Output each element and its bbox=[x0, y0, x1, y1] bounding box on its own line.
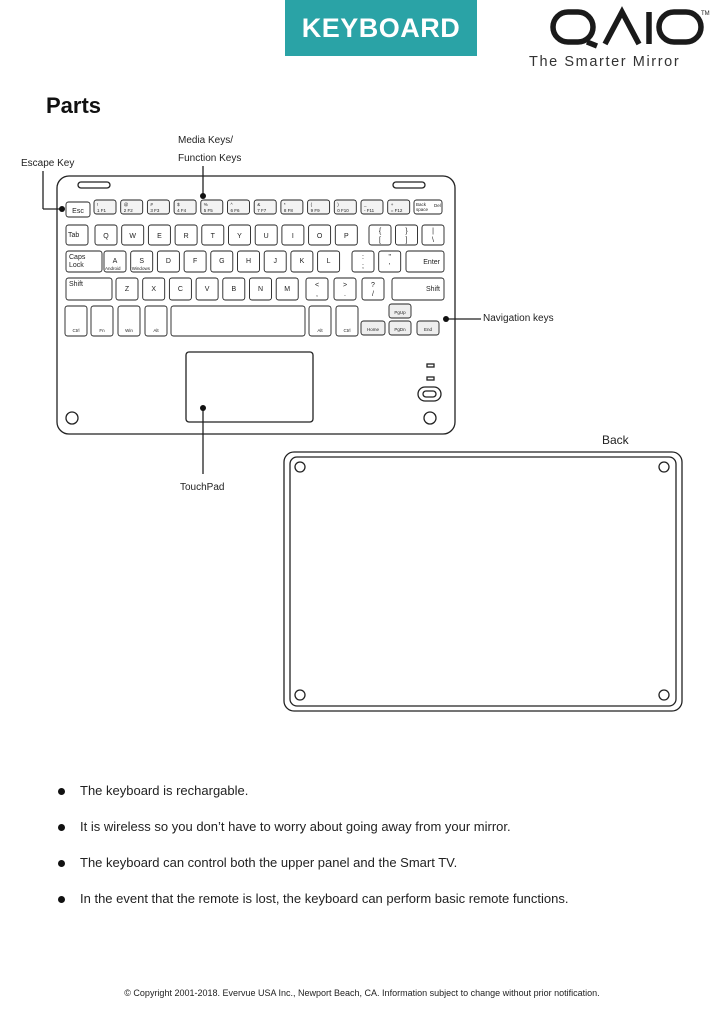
key-v-label: V bbox=[204, 286, 210, 293]
key-punct-0 bbox=[352, 251, 374, 272]
key-w bbox=[122, 225, 144, 245]
key-punct-1 bbox=[379, 251, 401, 272]
key-f10-label: ) bbox=[337, 202, 339, 207]
key-u bbox=[255, 225, 277, 245]
key-punct-r4-2-label: / bbox=[372, 291, 374, 298]
key-f6-label: ^ bbox=[230, 202, 233, 207]
key-punct-r4-0-label: , bbox=[316, 291, 318, 298]
key-f3 bbox=[147, 200, 169, 214]
copyright-footer: © Copyright 2001-2018. Evervue USA Inc., Newport Beach, CA. Information subject to change without prior notification. bbox=[124, 988, 600, 998]
key-f11 bbox=[361, 200, 383, 214]
key-f10 bbox=[334, 200, 356, 214]
key-a bbox=[104, 251, 126, 272]
key-space bbox=[171, 306, 305, 336]
key-v bbox=[196, 278, 218, 300]
back-foot-bl bbox=[295, 690, 305, 700]
key-t bbox=[202, 225, 224, 245]
key-u-label: U bbox=[263, 233, 269, 240]
key-punct-r4-1 bbox=[334, 278, 356, 300]
key-s-label: S bbox=[139, 258, 145, 265]
key-enter bbox=[406, 251, 444, 272]
key-punct-r4-1-label: . bbox=[344, 291, 346, 298]
keyboard-foot-left bbox=[66, 412, 78, 424]
key-j-label: J bbox=[273, 258, 277, 265]
escape-callout-dot bbox=[59, 206, 65, 212]
key-h-label: H bbox=[245, 258, 252, 265]
key-pgup bbox=[389, 304, 411, 318]
key-f8-label: 8 F8 bbox=[283, 208, 293, 213]
key-d bbox=[157, 251, 179, 272]
media-keys-label-line1: Media Keys/ bbox=[178, 135, 234, 146]
key-fn-left-label: Fn bbox=[99, 328, 105, 333]
key-i bbox=[282, 225, 304, 245]
section-title: Parts bbox=[46, 93, 102, 118]
key-bracket-2-label: \ bbox=[432, 237, 434, 244]
key-f4-label: 4 F4 bbox=[177, 208, 187, 213]
key-bracket-1-label: ] bbox=[405, 237, 408, 244]
key-f9-label: ( bbox=[310, 202, 313, 207]
key-f12 bbox=[388, 200, 410, 214]
status-led-1 bbox=[427, 364, 434, 367]
key-f1-label: ! bbox=[97, 202, 99, 207]
keyboard-foot-right bbox=[424, 412, 436, 424]
key-f8 bbox=[281, 200, 303, 214]
key-punct-r4-1-label: > bbox=[342, 282, 348, 289]
key-bracket-0-label: [ bbox=[379, 237, 381, 244]
key-f10-label: 0 F10 bbox=[337, 208, 349, 213]
back-foot-br bbox=[659, 690, 669, 700]
trademark-mark: TM bbox=[701, 11, 710, 17]
key-bracket-1-label: } bbox=[405, 228, 408, 235]
key-r-label: R bbox=[183, 233, 189, 240]
key-shift-right-label: Shift bbox=[425, 286, 440, 293]
key-f9 bbox=[308, 200, 330, 214]
navigation-keys-label: Navigation keys bbox=[483, 313, 554, 324]
key-q-label: Q bbox=[103, 233, 109, 240]
key-e-label: E bbox=[157, 233, 162, 240]
touchpad-label: TouchPad bbox=[180, 482, 225, 493]
key-alt-right-label: Alt bbox=[317, 328, 323, 333]
key-alt-left-label: Alt bbox=[153, 328, 159, 333]
key-f4 bbox=[174, 200, 196, 214]
feature-item: In the event that the remote is lost, the keyboard can perform basic remote functions. bbox=[58, 888, 718, 924]
key-bracket-2 bbox=[422, 225, 444, 245]
key-w-label: W bbox=[129, 233, 137, 240]
keyboard-slot-left bbox=[78, 182, 110, 188]
feature-item: It is wireless so you don’t have to worry about going away from your mirror. bbox=[58, 816, 718, 852]
key-f4-label: $ bbox=[177, 202, 180, 207]
key-c bbox=[169, 278, 191, 300]
key-m-label: M bbox=[284, 286, 291, 293]
key-p-label: P bbox=[343, 233, 349, 240]
key-f6-label: 6 F6 bbox=[230, 208, 240, 213]
key-f9-label: 9 F9 bbox=[310, 208, 320, 213]
key-ctrl-right bbox=[336, 306, 358, 336]
key-tab-label: Tab bbox=[68, 232, 80, 239]
key-home-label: Home bbox=[366, 327, 380, 332]
key-p bbox=[335, 225, 357, 245]
key-backspace bbox=[414, 200, 442, 214]
key-d-label: D bbox=[165, 258, 171, 265]
key-f3-label: 3 F3 bbox=[150, 208, 160, 213]
key-shift-left bbox=[66, 278, 112, 300]
key-f12-label: + bbox=[390, 202, 394, 207]
tagline: The Smarter Mirror bbox=[529, 54, 681, 70]
navigation-callout-dot bbox=[443, 316, 449, 322]
key-o-label: O bbox=[316, 233, 323, 240]
key-s bbox=[131, 251, 153, 272]
key-punct-r4-0 bbox=[306, 278, 328, 300]
key-f1 bbox=[94, 200, 116, 214]
key-caps-lock-label: Caps bbox=[69, 254, 86, 261]
keyboard-back-outer bbox=[284, 452, 682, 711]
key-b-label: B bbox=[231, 286, 237, 293]
header-tab: KEYBOARD bbox=[285, 0, 477, 56]
key-punct-0-label: : bbox=[362, 254, 364, 261]
keyboard-slot-right bbox=[393, 182, 425, 188]
key-punct-1-label: ' bbox=[389, 263, 391, 270]
key-y-label: Y bbox=[237, 233, 242, 240]
key-j bbox=[264, 251, 286, 272]
key-esc bbox=[66, 202, 90, 217]
escape-key-label: Escape Key bbox=[21, 158, 75, 169]
key-f3-label: # bbox=[150, 202, 153, 207]
key-shift-left-label: Shift bbox=[69, 281, 84, 288]
key-m bbox=[276, 278, 298, 300]
power-switch-knob bbox=[423, 391, 436, 397]
key-backspace-label: space bbox=[416, 207, 429, 212]
key-f7-label: 7 F7 bbox=[257, 208, 267, 213]
key-esc-label: Esc bbox=[72, 208, 84, 215]
key-l bbox=[318, 251, 340, 272]
key-pgdn bbox=[389, 321, 411, 335]
key-b bbox=[223, 278, 245, 300]
media-callout-dot bbox=[200, 193, 206, 199]
key-f5-label: % bbox=[203, 202, 208, 207]
key-backspace-label: Back bbox=[416, 202, 427, 207]
touchpad-callout-dot bbox=[200, 405, 206, 411]
key-backspace-label: Del bbox=[434, 203, 441, 208]
key-f2-label: 2 F2 bbox=[123, 208, 133, 213]
key-caps-lock bbox=[66, 251, 102, 272]
touchpad bbox=[186, 352, 313, 422]
key-caps-lock-label: Lock bbox=[69, 262, 84, 269]
key-z-label: Z bbox=[124, 286, 130, 293]
key-end-label: End bbox=[423, 327, 433, 332]
key-pgup-label: PgUp bbox=[394, 310, 406, 315]
feature-item: The keyboard is rechargable. bbox=[58, 780, 718, 816]
key-punct-0-label: ; bbox=[362, 263, 364, 270]
key-x-label: X bbox=[151, 286, 157, 293]
key-ctrl-right-label: Ctrl bbox=[343, 328, 351, 333]
key-f11-label: - F11 bbox=[364, 208, 375, 213]
back-label: Back bbox=[602, 433, 629, 447]
key-i-label: I bbox=[291, 233, 294, 240]
key-f5-label: 5 F5 bbox=[203, 208, 213, 213]
key-enter-label: Enter bbox=[423, 259, 440, 266]
power-switch bbox=[418, 387, 441, 401]
key-f12-label: = F12 bbox=[390, 208, 403, 213]
key-x bbox=[143, 278, 165, 300]
key-k-label: K bbox=[299, 258, 305, 265]
key-shift-right bbox=[392, 278, 444, 300]
key-punct-r4-2-label: ? bbox=[371, 282, 375, 289]
key-punct-r4-2 bbox=[362, 278, 384, 300]
key-h bbox=[238, 251, 260, 272]
key-a-label: A bbox=[112, 258, 118, 265]
key-f8-label: * bbox=[283, 202, 286, 207]
key-punct-r4-0-label: < bbox=[314, 282, 320, 289]
key-bracket-1 bbox=[396, 225, 418, 245]
key-home bbox=[361, 321, 385, 335]
key-bracket-0-label: { bbox=[378, 228, 382, 235]
feature-list bbox=[58, 780, 718, 924]
key-f7 bbox=[254, 200, 276, 214]
key-k bbox=[291, 251, 313, 272]
key-f11-label: _ bbox=[364, 202, 367, 207]
key-g-label: G bbox=[219, 258, 225, 265]
key-ctrl-left-label: Ctrl bbox=[72, 328, 80, 333]
key-y bbox=[229, 225, 251, 245]
key-f1-label: 1 F1 bbox=[97, 208, 107, 213]
key-ctrl-left bbox=[65, 306, 87, 336]
key-punct-1-label: " bbox=[388, 254, 391, 261]
key-n-label: N bbox=[257, 286, 264, 293]
key-t-label: T bbox=[210, 233, 215, 240]
key-win-left-label: Win bbox=[125, 328, 133, 333]
keyboard-back-inner bbox=[290, 457, 676, 706]
key-f-label: F bbox=[192, 258, 198, 265]
key-bracket-0 bbox=[369, 225, 391, 245]
key-o bbox=[309, 225, 331, 245]
key-alt-left bbox=[145, 306, 167, 336]
key-q bbox=[95, 225, 117, 245]
key-a-label: Android bbox=[105, 266, 121, 271]
key-e bbox=[148, 225, 170, 245]
key-pgdn-label: PgDn bbox=[394, 327, 406, 332]
back-foot-tr bbox=[659, 462, 669, 472]
keys-layer bbox=[65, 200, 444, 336]
key-n bbox=[250, 278, 272, 300]
key-r bbox=[175, 225, 197, 245]
key-f5 bbox=[201, 200, 223, 214]
key-win-left bbox=[118, 306, 140, 336]
key-fn-left bbox=[91, 306, 113, 336]
key-tab bbox=[66, 225, 88, 245]
key-c-label: C bbox=[177, 286, 183, 293]
key-f2 bbox=[121, 200, 143, 214]
key-f2-label: @ bbox=[123, 202, 129, 207]
key-bracket-2-label: | bbox=[432, 228, 434, 235]
key-end bbox=[417, 321, 439, 335]
key-z bbox=[116, 278, 138, 300]
key-l-label: L bbox=[326, 258, 331, 265]
key-f6 bbox=[228, 200, 250, 214]
key-f bbox=[184, 251, 206, 272]
key-f7-label: & bbox=[257, 202, 261, 207]
status-led-2 bbox=[427, 377, 434, 380]
feature-item: The keyboard can control both the upper panel and the Smart TV. bbox=[58, 852, 718, 888]
back-foot-tl bbox=[295, 462, 305, 472]
key-g bbox=[211, 251, 233, 272]
key-alt-right bbox=[309, 306, 331, 336]
media-keys-label-line2: Function Keys bbox=[178, 153, 242, 164]
key-space-cap bbox=[171, 306, 305, 336]
key-s-label: Windows bbox=[131, 266, 150, 271]
